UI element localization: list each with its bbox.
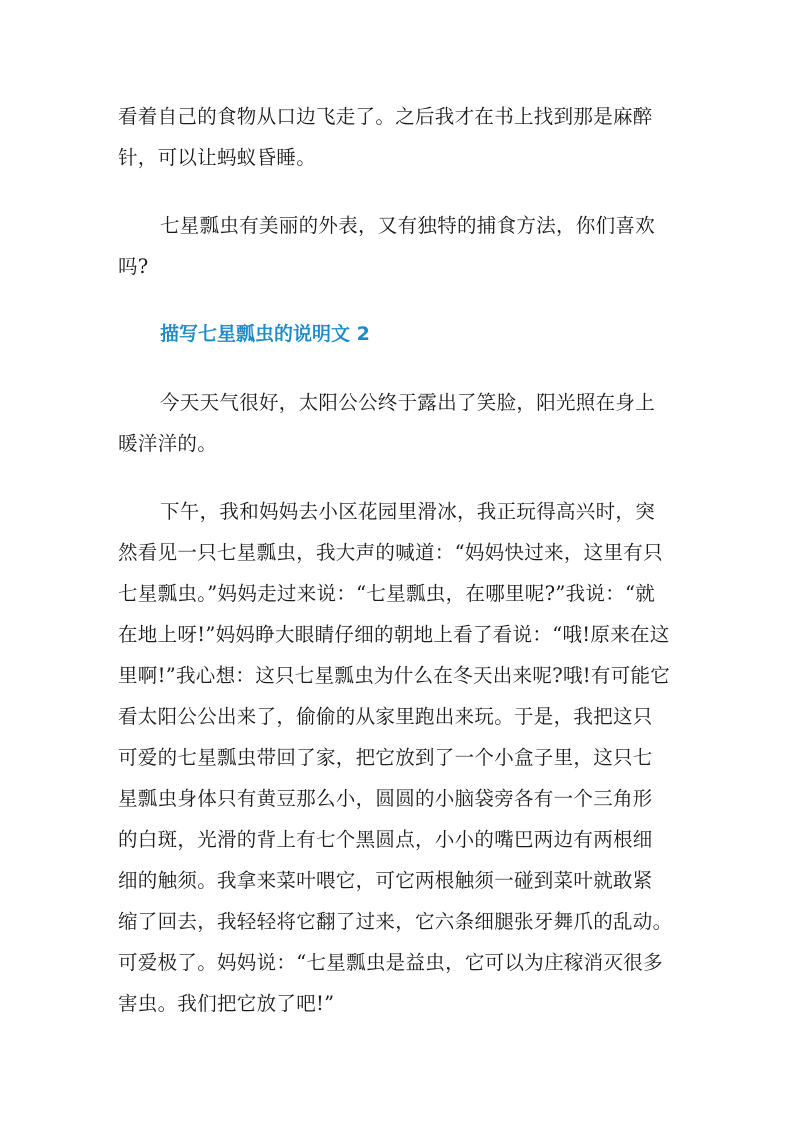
section-heading: 描写七星瓢虫的说明文 2 <box>160 323 370 345</box>
paragraph <box>118 382 684 464</box>
paragraph <box>118 491 684 1024</box>
text-line: 下午，我和妈妈去小区花园里滑冰，我正玩得高兴时，突 <box>160 500 656 523</box>
document-page <box>118 96 684 1024</box>
text-line: 细的触须。我拿来菜叶喂它，可它两根触须一碰到菜叶就敢紧 <box>118 869 653 892</box>
text-line: 可爱极了。妈妈说：“七星瓢虫是益虫，它可以为庄稼消灭很多 <box>118 951 663 974</box>
text-line: 针，可以让蚂蚁昏睡。 <box>118 146 317 169</box>
text-line: 的白斑，光滑的背上有七个黑圆点，小小的嘴巴两边有两根细 <box>118 828 653 851</box>
paragraph <box>118 96 684 178</box>
text-line: 里啊!”我心想：这只七星瓢虫为什么在冬天出来呢?哦!有可能它 <box>118 664 671 687</box>
text-line: 星瓢虫身体只有黄豆那么小，圆圆的小脑袋旁各有一个三角形 <box>118 787 653 810</box>
text-line: 然看见一只七星瓢虫，我大声的喊道：“妈妈快过来，这里有只 <box>118 541 663 564</box>
text-line: 今天天气很好，太阳公公终于露出了笑脸，阳光照在身上 <box>160 391 656 414</box>
text-line: 在地上呀!”妈妈睁大眼睛仔细的朝地上看了看说：“哦!原来在这 <box>118 623 670 646</box>
text-line: 害虫。我们把它放了吧!” <box>118 992 335 1015</box>
text-line: 七星瓢虫。”妈妈走过来说：“七星瓢虫，在哪里呢?”我说：“就 <box>118 582 656 605</box>
text-line: 吗? <box>118 255 149 278</box>
text-line: 看太阳公公出来了，偷偷的从家里跑出来玩。于是，我把这只 <box>118 705 653 728</box>
text-line: 七星瓢虫有美丽的外表，又有独特的捕食方法，你们喜欢 <box>160 214 656 237</box>
paragraph <box>118 205 684 287</box>
text-line: 暖洋洋的。 <box>118 432 218 455</box>
text-line: 看着自己的食物从口边飞走了。之后我才在书上找到那是麻醉 <box>118 105 653 128</box>
text-line: 缩了回去，我轻轻将它翻了过来，它六条细腿张牙舞爪的乱动。 <box>118 910 673 933</box>
text-line: 可爱的七星瓢虫带回了家，把它放到了一个小盒子里，这只七 <box>118 746 653 769</box>
